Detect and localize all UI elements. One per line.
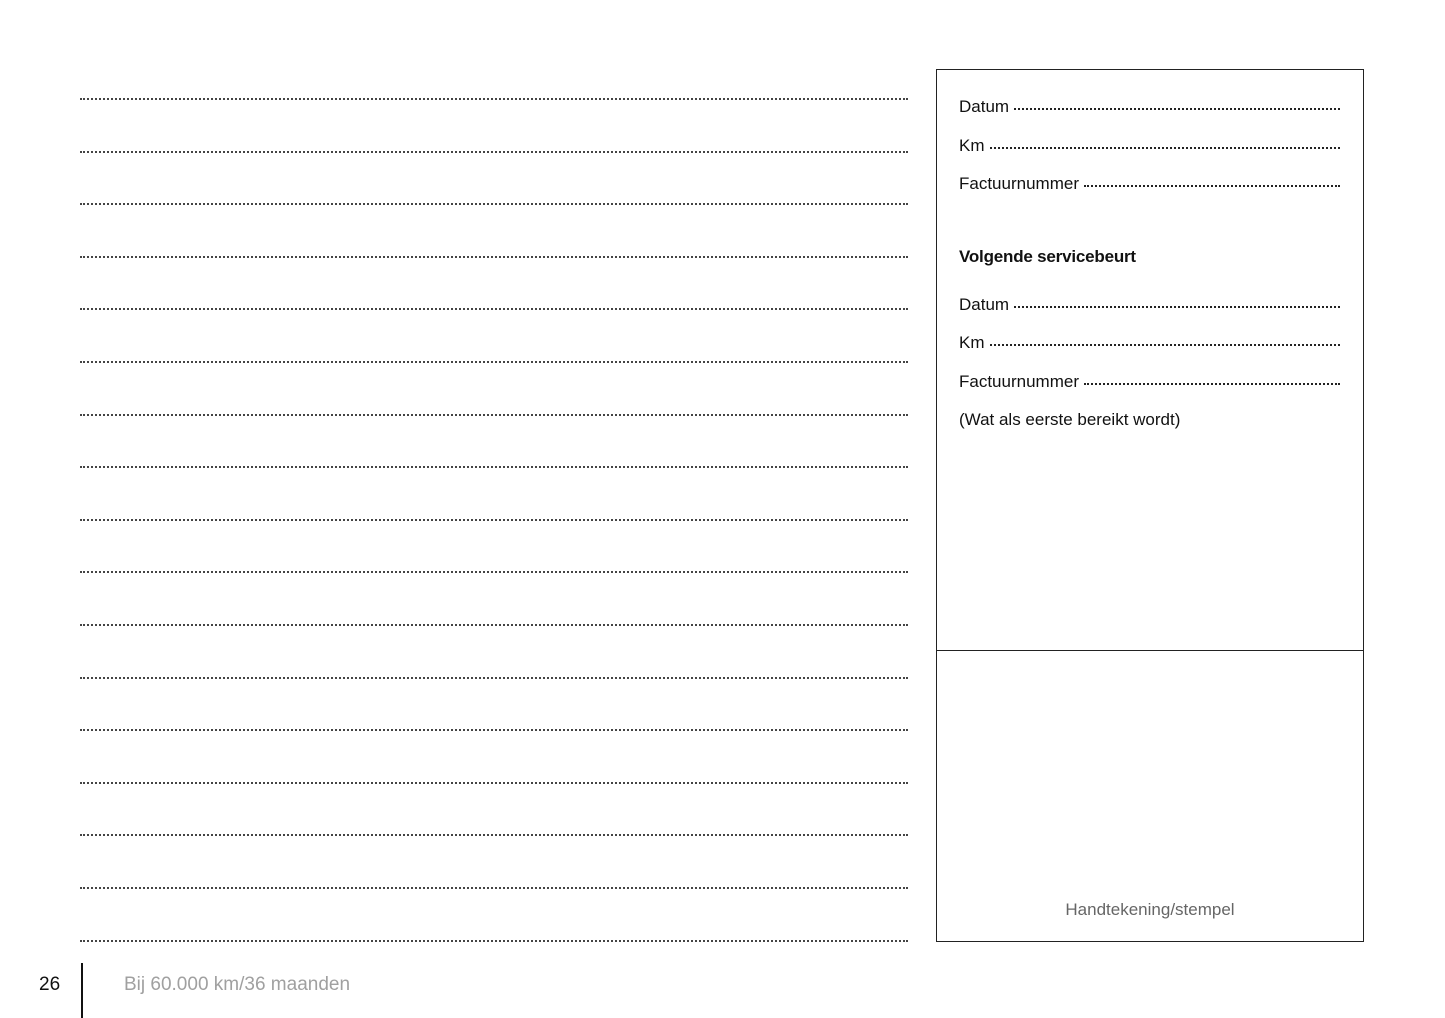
whichever-first-note: (Wat als eerste bereikt wordt) bbox=[959, 410, 1181, 429]
next-km-label: Km bbox=[959, 333, 985, 352]
current-km-label: Km bbox=[959, 136, 985, 155]
current-date-field[interactable] bbox=[959, 97, 1340, 117]
note-line[interactable] bbox=[80, 360, 908, 363]
footer-divider bbox=[81, 963, 83, 1018]
note-line[interactable] bbox=[80, 518, 908, 521]
current-date-dotted-line bbox=[1014, 107, 1340, 110]
note-line[interactable] bbox=[80, 255, 908, 258]
note-line[interactable] bbox=[80, 728, 908, 731]
next-km-dotted-line bbox=[990, 343, 1341, 346]
service-details-section bbox=[937, 70, 1363, 651]
note-line[interactable] bbox=[80, 623, 908, 626]
next-km-field[interactable] bbox=[959, 333, 1340, 353]
service-record-panel bbox=[936, 69, 1364, 942]
page-number: 26 bbox=[39, 974, 61, 995]
next-invoice-field[interactable] bbox=[959, 372, 1340, 392]
next-date-label: Datum bbox=[959, 295, 1010, 314]
next-invoice-dotted-line bbox=[1084, 382, 1340, 385]
next-invoice-label: Factuurnummer bbox=[959, 372, 1079, 391]
current-km-dotted-line bbox=[990, 146, 1341, 149]
note-line[interactable] bbox=[80, 307, 908, 310]
current-km-field[interactable] bbox=[959, 136, 1340, 156]
note-line[interactable] bbox=[80, 97, 908, 100]
note-line[interactable] bbox=[80, 150, 908, 153]
next-date-dotted-line bbox=[1014, 305, 1340, 308]
note-line[interactable] bbox=[80, 465, 908, 468]
footer-section-title: Bij 60.000 km/36 maanden bbox=[124, 974, 351, 995]
note-line[interactable] bbox=[80, 676, 908, 679]
current-date-label: Datum bbox=[959, 97, 1010, 116]
note-line[interactable] bbox=[80, 886, 908, 889]
note-line[interactable] bbox=[80, 570, 908, 573]
current-invoice-label: Factuurnummer bbox=[959, 174, 1079, 193]
note-line[interactable] bbox=[80, 939, 908, 942]
note-line[interactable] bbox=[80, 781, 908, 784]
note-line[interactable] bbox=[80, 833, 908, 836]
note-line[interactable] bbox=[80, 202, 908, 205]
next-date-field[interactable] bbox=[959, 295, 1340, 315]
note-lines bbox=[80, 97, 908, 991]
current-invoice-field[interactable] bbox=[959, 174, 1340, 194]
note-line[interactable] bbox=[80, 413, 908, 416]
current-invoice-dotted-line bbox=[1084, 184, 1340, 187]
signature-stamp-label: Handtekening/stempel bbox=[1065, 900, 1235, 919]
next-service-heading: Volgende servicebeurt bbox=[959, 247, 1136, 266]
